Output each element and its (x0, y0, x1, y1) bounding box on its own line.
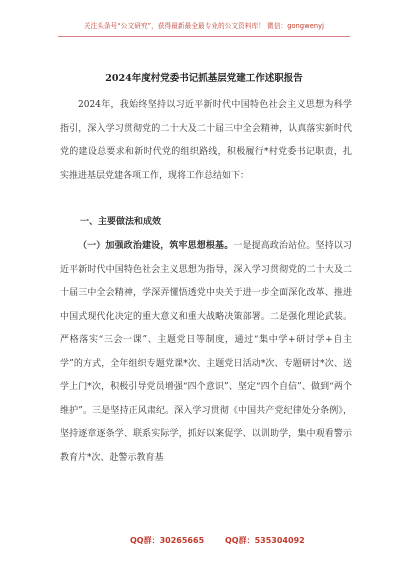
section-heading: 一、主要做法和成效 (80, 217, 162, 227)
subsection-paragraph (60, 235, 352, 470)
intro-paragraph: 2024年，我始终坚持以习近平新时代中国特色社会主义思想为科学指引，深入学习贯彻党的二十大及二十届三中全会精神，认真落实新时代党的建设总要求和新时代党的组织路线，积极履行*村党委书记职责，扎实推进基层党建各项工作，现将工作总结如下： (60, 100, 352, 181)
footer-qq-group-2: QQ群：535304092 (225, 536, 305, 545)
header-banner: 关注头条号“公文研究”，获得最新最全最专业的公文资料库！ 微信：gongwenyj (83, 22, 325, 30)
document-title: 2024年度村党委书记抓基层党建工作述职报告 (105, 73, 303, 84)
header-divider (58, 36, 350, 37)
subsection-heading: （一）加强政治建设，筑牢思想根基。 (78, 241, 234, 251)
subsection-body: 一是提高政治站位。坚持以习近平新时代中国特色社会主义思想为指导，深入学习贯彻党的二十大及二十届三中全会精神，学深弄懂悟透党中央关于进一步全面深化改革、推进中国式现代化决定的重大意义和重大战略决策部署。二是强化理论武装。严格落实“三会一课”、主题党日等制度，通过“集中学+研讨学+自主学”的方式，全年组织专题党课*次、主题党日活动*次、专题研讨*次、送学上门*次，积极引导党员增强“四个意识”、坚定“四个自信”、做到“两个维护”。三是坚持正风肃纪。深入学习贯彻《中国共产党纪律处分条例》，坚持逐章逐条学、联系实际学，抓好以案促学、以训助学，集中观看警示教育片*次、赴警示教育基 (60, 241, 352, 463)
footer-qq-group-1: QQ群：30265665 (130, 536, 205, 545)
